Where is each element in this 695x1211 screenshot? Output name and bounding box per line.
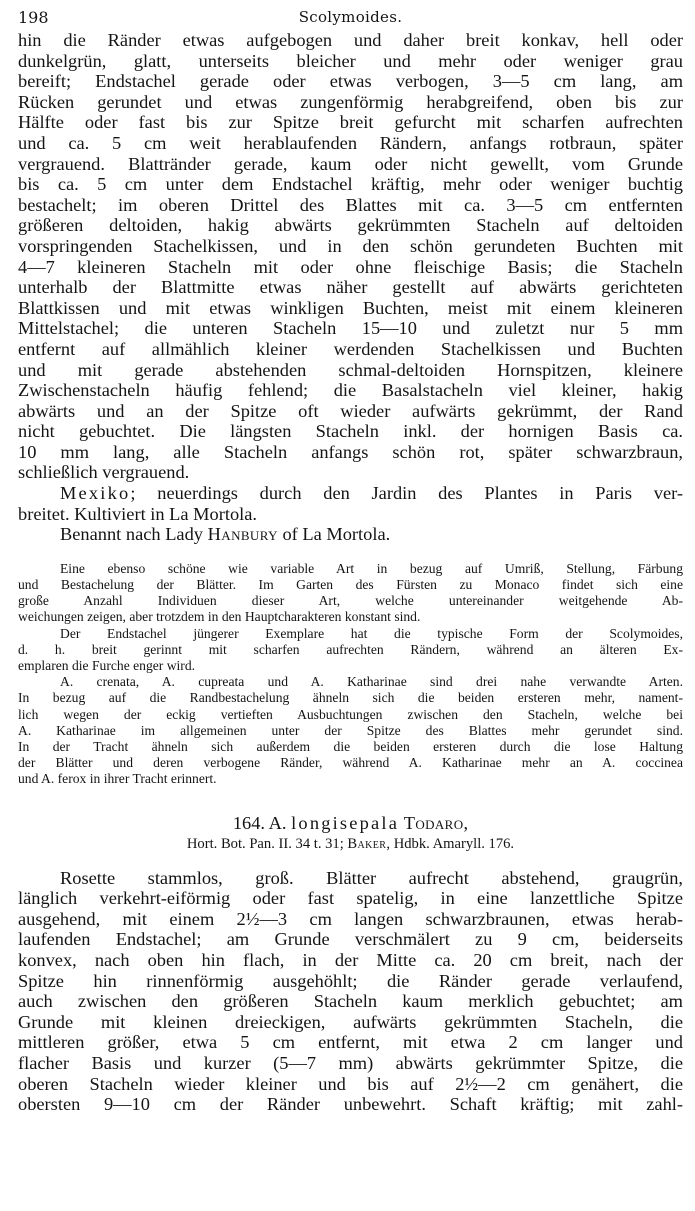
text-line	[18, 483, 683, 504]
text-line: oberen Stacheln wieder kleiner und bis auf 2½—2 cm genähert, die	[18, 1073, 683, 1094]
text-line: und mit gerade abstehenden schmal-deltoiden Hornspitzen, kleinere	[18, 359, 683, 380]
note-line: d. h. breit gerinnt mit scharfen aufrechten Rändern, während an älteren Ex-	[18, 641, 683, 657]
reference-author: Baker	[347, 835, 387, 852]
text-line: schließlich vergrauend.	[18, 462, 190, 483]
reference-part-2: , Hdbk. Amaryll. 176.	[386, 835, 515, 852]
text-line: Blattkissen und mit etwas winkligen Buchten, meist mit einem kleineren	[18, 297, 683, 318]
text-line: flacher Basis und kurzer (5—7 mm) abwärts gekrümmter Spitze, die	[18, 1053, 683, 1074]
note-line: und Bestachelung der Blätter. Im Garten des Fürsten zu Monaco findet sich eine	[18, 577, 683, 593]
text-line: Hälfte oder fast bis zur Spitze breit gefurcht mit scharfen aufrechten	[18, 112, 683, 133]
text-line: 4—7 kleineren Stacheln mit oder ohne fleischige Basis; die Stacheln	[18, 256, 683, 277]
text-line: vorspringenden Stachelkissen, und in den schön gerundeten Buchten mit	[18, 235, 683, 256]
text-line: Rücken gerundet und etwas zungenförmig herabgreifend, oben bis zur	[18, 91, 683, 112]
note-line: A. crenata, A. cupreata und A. Katharinae sind drei nahe verwandte Arten.	[60, 674, 683, 690]
text-line: breitet. Kultiviert in La Mortola.	[18, 503, 258, 524]
text-line: Spitze hin rinnenförmig ausgehöhlt; die Ränder gerade verlaufend,	[18, 970, 683, 991]
text-line: dunkelgrün, glatt, unterseits bleicher und mehr oder weniger grau	[18, 50, 683, 71]
text-line: hin die Ränder etwas aufgebogen und daher breit konkav, hell oder	[18, 30, 683, 50]
species-author: Todaro	[403, 812, 464, 833]
text-line: mittleren größer, etwa 5 cm entfernt, mit etwa 2 cm langer und	[18, 1032, 683, 1053]
species-number: 164. A.	[232, 812, 287, 833]
note-line: weichungen zeigen, aber trotzdem in den Hauptcharakteren konstant sind.	[18, 609, 421, 625]
note-line: Eine ebenso schöne wie variable Art in bezug auf Umriß, Stellung, Färbung	[60, 560, 683, 576]
text-line: Mittelstachel; die unteren Stacheln 15—10 und zuletzt nur 5 mm	[18, 318, 683, 339]
note-line: In der Tracht ähneln sich außerdem die beiden ersteren durch die lose Haltung	[18, 739, 683, 755]
text-line: vergrauend. Blattränder gerade, kaum oder nicht gewellt, vom Grunde	[18, 153, 683, 174]
note-line: A. Katharinae im allgemeinen unter der Spitze des Blattes mehr gerundet sind.	[18, 722, 683, 738]
text-line: laufenden Endstachel; am Grunde verschmälert zu 9 cm, beiderseits	[18, 929, 683, 950]
paragraph-description	[18, 30, 683, 483]
notes-block	[18, 561, 683, 788]
person-name: Hanbury	[207, 524, 278, 545]
note-paragraph	[18, 561, 683, 626]
text-line: unterhalb der Blattmitte etwas näher gestellt auf abwärts gerichteten	[18, 277, 683, 298]
text-line: auch zwischen den größeren Stacheln kaum merklich gebuchtet; am	[18, 991, 683, 1012]
text-line: konvex, nach oben hin flach, in der Mitte ca. 20 cm breit, nach der	[18, 950, 683, 971]
main-text	[18, 30, 683, 545]
species-description	[18, 868, 683, 1115]
text-line: abwärts und an der Spitze oft wieder aufwärts gekrümmt, der Rand	[18, 400, 683, 421]
text-line: ausgehend, mit einem 2½—3 cm langen schwarzbraunen, etwas herab-	[18, 908, 683, 929]
text-line: 10 mm lang, alle Stacheln anfangs schön rot, später schwarzbraun,	[18, 441, 683, 462]
note-line: und A. ferox in ihrer Tracht erinnert.	[18, 771, 217, 787]
text-line: größeren deltoiden, hakig abwärts gekrümmten Stacheln auf deltoiden	[18, 215, 683, 236]
paragraph-species-description	[18, 868, 683, 1115]
heading-comma: ,	[463, 812, 469, 833]
note-line: In bezug auf die Randbestachelung ähneln sich die beiden ersteren mehr, nament-	[18, 690, 683, 706]
note-line: große Anzahl Individuen dieser Art, welche untereinander weitgehende Ab-	[18, 593, 683, 609]
place-name: Mexiko	[60, 483, 131, 504]
note-paragraph	[18, 626, 683, 675]
text-line: und ca. 5 cm weit herablaufenden Rändern, anfangs rotbraun, später	[18, 132, 683, 153]
text-line: bis ca. 5 cm unter dem Endstachel kräftig, mehr oder weniger buchtig	[18, 174, 683, 195]
text-line: Rosette stammlos, groß. Blätter aufrecht abstehend, graugrün,	[60, 867, 683, 888]
text-line: bestachelt; im oberen Drittel des Blattes mit ca. 3—5 cm entfernten	[18, 194, 683, 215]
page-header	[18, 0, 683, 30]
species-heading	[18, 812, 683, 834]
text-line	[18, 524, 683, 545]
literature-reference	[18, 834, 683, 854]
reference-part-1: Hort. Bot. Pan. II. 34 t. 31;	[186, 835, 348, 852]
species-epithet: longisepala	[291, 812, 400, 833]
note-paragraph	[18, 674, 683, 787]
running-head: Scolymoides.	[298, 8, 403, 26]
distribution-text: ; neuerdings durch den Jardin des Plantes in Paris ver-	[130, 483, 683, 504]
note-line: emplaren die Furche enger wird.	[18, 658, 196, 674]
paragraph-etymology	[18, 524, 683, 545]
etymology-text-end: of La Mortola.	[277, 524, 391, 545]
text-line: nicht gebuchtet. Die längsten Stacheln inkl. der hornigen Basis ca.	[18, 421, 683, 442]
note-line: der Blätter und deren verbogene Ränder, während A. Katharinae mehr an A. coccinea	[18, 755, 683, 771]
page-number: 198	[18, 8, 49, 27]
text-line: entfernt auf allmählich kleiner werdenden Stachelkissen und Buchten	[18, 338, 683, 359]
text-line: bereift; Endstachel gerade oder etwas verbogen, 3—5 cm lang, am	[18, 71, 683, 92]
text-line: obersten 9—10 cm der Ränder unbewehrt. Schaft kräftig; mit zahl-	[18, 1094, 683, 1115]
paragraph-distribution	[18, 483, 683, 524]
note-line: Der Endstachel jüngerer Exemplare hat die typische Form der Scolymoides,	[60, 625, 683, 641]
text-line: Zwischenstacheln häufig fehlend; die Basalstacheln viel kleiner, hakig	[18, 380, 683, 401]
etymology-text: Benannt nach Lady	[60, 524, 208, 545]
text-line: länglich verkehrt-eiförmig oder fast spatelig, in eine lanzettliche Spitze	[18, 888, 683, 909]
text-line: Grunde mit kleinen dreieckigen, aufwärts gekrümmten Stacheln, die	[18, 1011, 683, 1032]
note-line: lich wegen der eckig vertieften Ausbuchtungen zwischen den Stacheln, welche bei	[18, 706, 683, 722]
